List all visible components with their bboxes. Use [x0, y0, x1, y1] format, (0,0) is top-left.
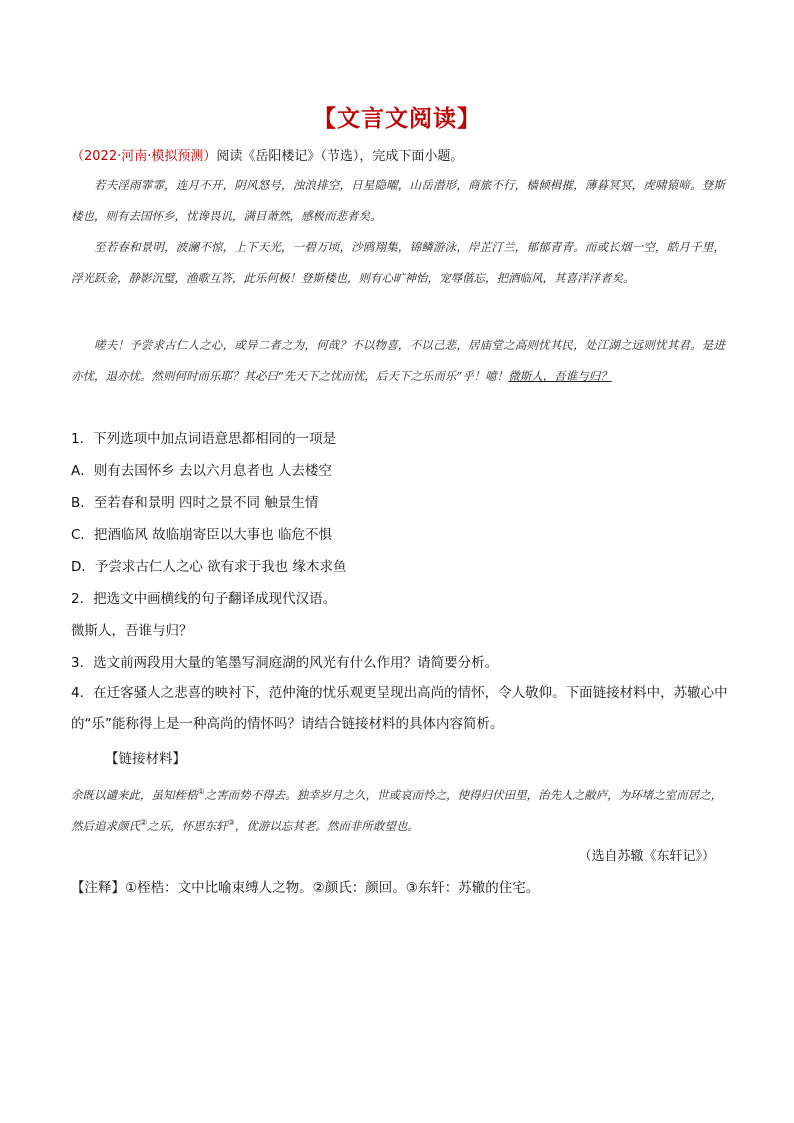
material-text-part-2: 之害而势不得去。独幸岁月之久，世或哀而怜之，使得归伏田里，治先人之敝庐，为环堵之室而居之，然后追求颜氏	[71, 787, 723, 833]
page-title: 【文言文阅读】	[313, 106, 481, 132]
passage-text-3	[71, 330, 725, 392]
question-3: 3．选文前两段用大量的笔墨写洞庭湖的风光有什么作用？请简要分析。	[71, 655, 499, 671]
passage-text-1: 若夫淫雨霏霏，连月不开，阴风怒号，浊浪排空，日星隐曜，山岳潜形，商旅不行，樯倾楫摧，薄暮冥冥，虎啸猿啼。登斯楼也，则有去国怀乡，忧谗畏讥，满目萧然，感极而悲者矣。	[71, 178, 725, 223]
question-4: 4．在迁客骚人之悲喜的映衬下，范仲淹的忧乐观更呈现出高尚的情怀，令人敬仰。下面链接材料中，苏辙心中的“乐”能称得上是一种高尚的情怀吗？请结合链接材料的具体内容简析。	[71, 685, 728, 732]
linked-material-text	[71, 778, 725, 840]
passage-paragraph-1	[71, 170, 725, 232]
passage-text-2: 至若春和景明，波澜不惊，上下天光，一碧万顷，沙鸥翔集，锦鳞游泳，岸芷汀兰，郁郁青青。而或长烟一空，皓月千里，浮光跃金，静影沉璧，渔歌互答，此乐何极！登斯楼也，则有心旷神怡，宠辱偕忘，把酒临风，其喜洋洋者矣。	[71, 240, 725, 285]
option-a: A．则有去国怀乡 去以六月息者也 人去楼空	[71, 463, 332, 479]
footnote-marker-3: ③	[227, 817, 235, 827]
material-text-part-1: 余既以谴来此，虽知桎梏	[71, 787, 198, 802]
passage-paragraph-2	[71, 232, 725, 294]
material-text-part-4: ，优游以忘其老。然而非所敢望也。	[234, 818, 419, 833]
material-text-part-3: 之乐，怀思东轩	[147, 818, 228, 833]
source-tag: （2022·河南·模拟预测）	[71, 149, 217, 164]
underlined-sentence: 微斯人，吾谁与归？	[508, 369, 612, 383]
footnote-marker-1: ①	[197, 787, 205, 796]
intro-text: 阅读《岳阳楼记》（节选），完成下面小题。	[216, 149, 464, 164]
passage-paragraph-3	[71, 330, 725, 392]
question-2: 2．把选文中画横线的句子翻译成现代汉语。	[71, 591, 337, 607]
option-b: B．至若春和景明 四时之景不同 触景生情	[71, 495, 319, 511]
passage-text-3-main: 嗟夫！予尝求古仁人之心，或异二者之为，何哉？不以物喜，不以己悲，居庙堂之高则忧其民，处江湖之远则忧其君。是进亦忧，退亦忧。然则何时而乐耶？其必曰“先天下之忧而忧，后天下之乐而乐”乎！噫！	[71, 338, 725, 383]
option-c: C．把酒临风 故临崩寄臣以大事也 临危不惧	[71, 527, 333, 543]
option-d: D．予尝求古仁人之心 欲有求于我也 缘木求鱼	[71, 559, 347, 575]
material-credit: （选自苏辙《东轩记》）	[578, 849, 715, 864]
material-label: 【链接材料】	[105, 751, 186, 767]
footnote-marker-2: ②	[140, 817, 148, 827]
question-intro	[71, 145, 463, 164]
annotation-notes: 【注释】①桎梏：文中比喻束缚人之物。②颜氏：颜回。③东轩：苏辙的住宅。	[71, 880, 540, 896]
question-2-sentence: 微斯人，吾谁与归？	[71, 623, 193, 639]
question-1: 1．下列选项中加点词语意思都相同的一项是	[71, 431, 337, 447]
